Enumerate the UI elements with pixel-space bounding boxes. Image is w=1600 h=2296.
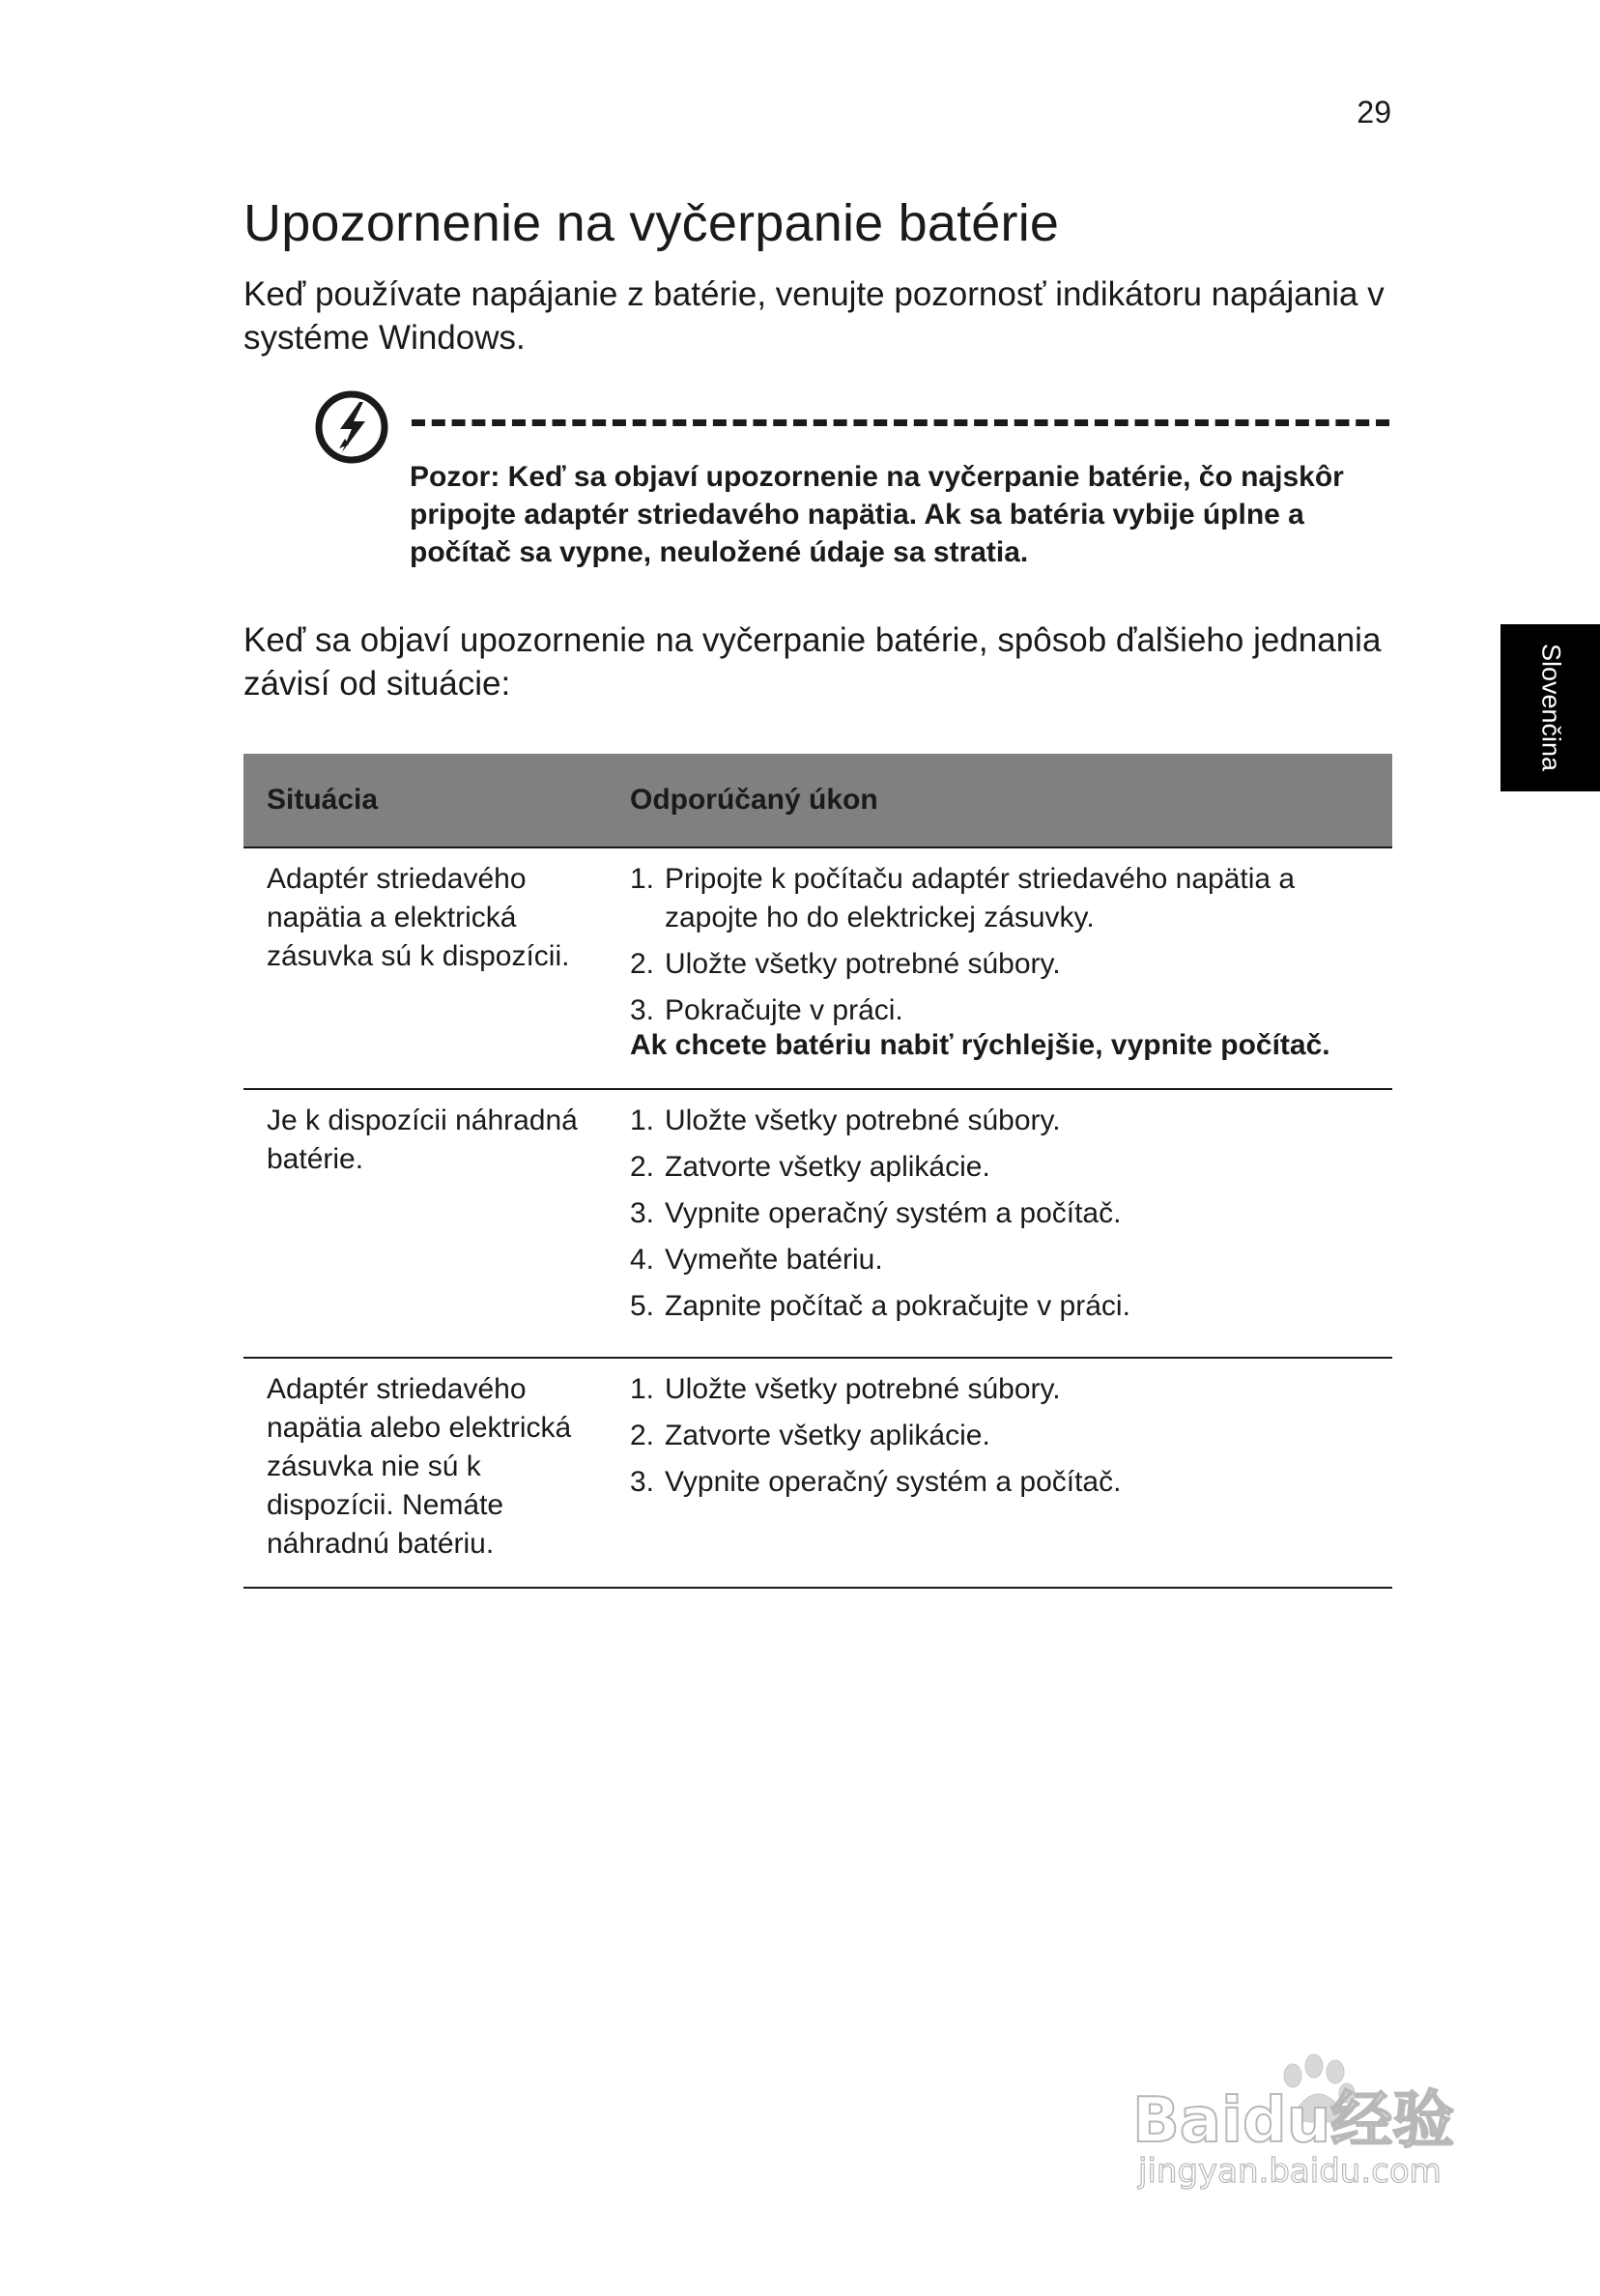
step-text: Vymeňte batériu.	[665, 1244, 883, 1276]
table-row	[243, 1358, 1392, 1588]
list-item	[630, 991, 1386, 1030]
table-row	[243, 847, 1392, 1089]
list-item	[630, 1148, 1386, 1187]
page-number: 29	[1357, 95, 1391, 129]
step-number: 3.	[630, 1466, 655, 1498]
action-cell	[607, 1089, 1392, 1358]
language-side-tab	[1500, 624, 1600, 791]
step-text: Vypnite operačný systém a počítač.	[665, 1197, 1122, 1229]
step-number: 2.	[630, 1151, 655, 1183]
header-situation: Situácia	[243, 754, 607, 847]
list-item	[630, 1463, 1386, 1502]
warning-text: Pozor: Keď sa objaví upozornenie na vyčerpanie batérie, čo najskôr pripojte adaptér striedavého napätia. Ak sa batéria vybije úplne a počítač sa vypne, neuložené údaje sa stratia.	[410, 461, 1344, 568]
step-text: Zapnite počítač a pokračujte v práci.	[665, 1290, 1130, 1322]
situation-cell: Je k dispozícii náhradná batérie.	[243, 1089, 607, 1358]
table-header-row	[243, 754, 1392, 847]
step-text: Uložte všetky potrebné súbory.	[665, 948, 1061, 980]
watermark-url: jingyan.baidu.com	[1138, 2152, 1442, 2190]
situation-cell: Adaptér striedavého napätia a elektrická zásuvka sú k dispozícii.	[243, 847, 607, 1089]
step-text: Pokračujte v práci.	[665, 994, 903, 1026]
step-text: Zatvorte všetky aplikácie.	[665, 1151, 990, 1183]
warning-dash-separator	[412, 419, 1389, 426]
charging-note: Ak chcete batériu nabiť rýchlejšie, vypnite počítač.	[630, 1029, 1330, 1061]
list-item	[630, 1241, 1386, 1279]
step-number: 3.	[630, 1197, 655, 1229]
list-item	[630, 1194, 1386, 1233]
step-number: 5.	[630, 1290, 655, 1322]
step-number: 3.	[630, 994, 655, 1026]
action-steps-list	[630, 1102, 1386, 1326]
header-recommended-action: Odporúčaný úkon	[607, 754, 1392, 847]
list-item	[630, 945, 1386, 984]
intro-paragraph: Keď používate napájanie z batérie, venujte pozornosť indikátoru napájania v systéme Windows.	[243, 275, 1385, 357]
action-steps-list	[630, 860, 1386, 1030]
step-text: Pripojte k počítaču adaptér striedavého napätia a zapojte ho do elektrickej zásuvky.	[665, 863, 1296, 933]
situation-paragraph: Keď sa objaví upozornenie na vyčerpanie batérie, spôsob ďalšieho jednania závisí od situácie:	[243, 621, 1382, 703]
watermark-brand: Baidu经验	[1132, 2085, 1455, 2157]
action-steps-list	[630, 1370, 1386, 1502]
list-item	[630, 1417, 1386, 1455]
list-item	[630, 1370, 1386, 1409]
step-text: Vypnite operačný systém a počítač.	[665, 1466, 1122, 1498]
language-side-tab-label: Slovenčina	[1536, 643, 1566, 772]
action-cell	[607, 847, 1392, 1089]
step-text: Uložte všetky potrebné súbory.	[665, 1105, 1061, 1136]
step-number: 1.	[630, 1105, 655, 1136]
battery-action-table	[243, 754, 1392, 1589]
section-title: Upozornenie na vyčerpanie batérie	[243, 194, 1060, 252]
step-number: 2.	[630, 1420, 655, 1451]
step-number: 2.	[630, 948, 655, 980]
step-number: 1.	[630, 863, 655, 895]
list-item	[630, 1102, 1386, 1140]
step-text: Zatvorte všetky aplikácie.	[665, 1420, 990, 1451]
step-number: 1.	[630, 1373, 655, 1405]
warning-lightning-icon	[313, 388, 390, 466]
table-row	[243, 1089, 1392, 1358]
action-cell	[607, 1358, 1392, 1588]
list-item	[630, 1287, 1386, 1326]
list-item	[630, 860, 1386, 937]
situation-cell: Adaptér striedavého napätia alebo elektrická zásuvka nie sú k dispozícii. Nemáte náhradnú batériu.	[243, 1358, 607, 1588]
baidu-watermark	[1129, 2045, 1505, 2190]
step-number: 4.	[630, 1244, 655, 1276]
step-text: Uložte všetky potrebné súbory.	[665, 1373, 1061, 1405]
